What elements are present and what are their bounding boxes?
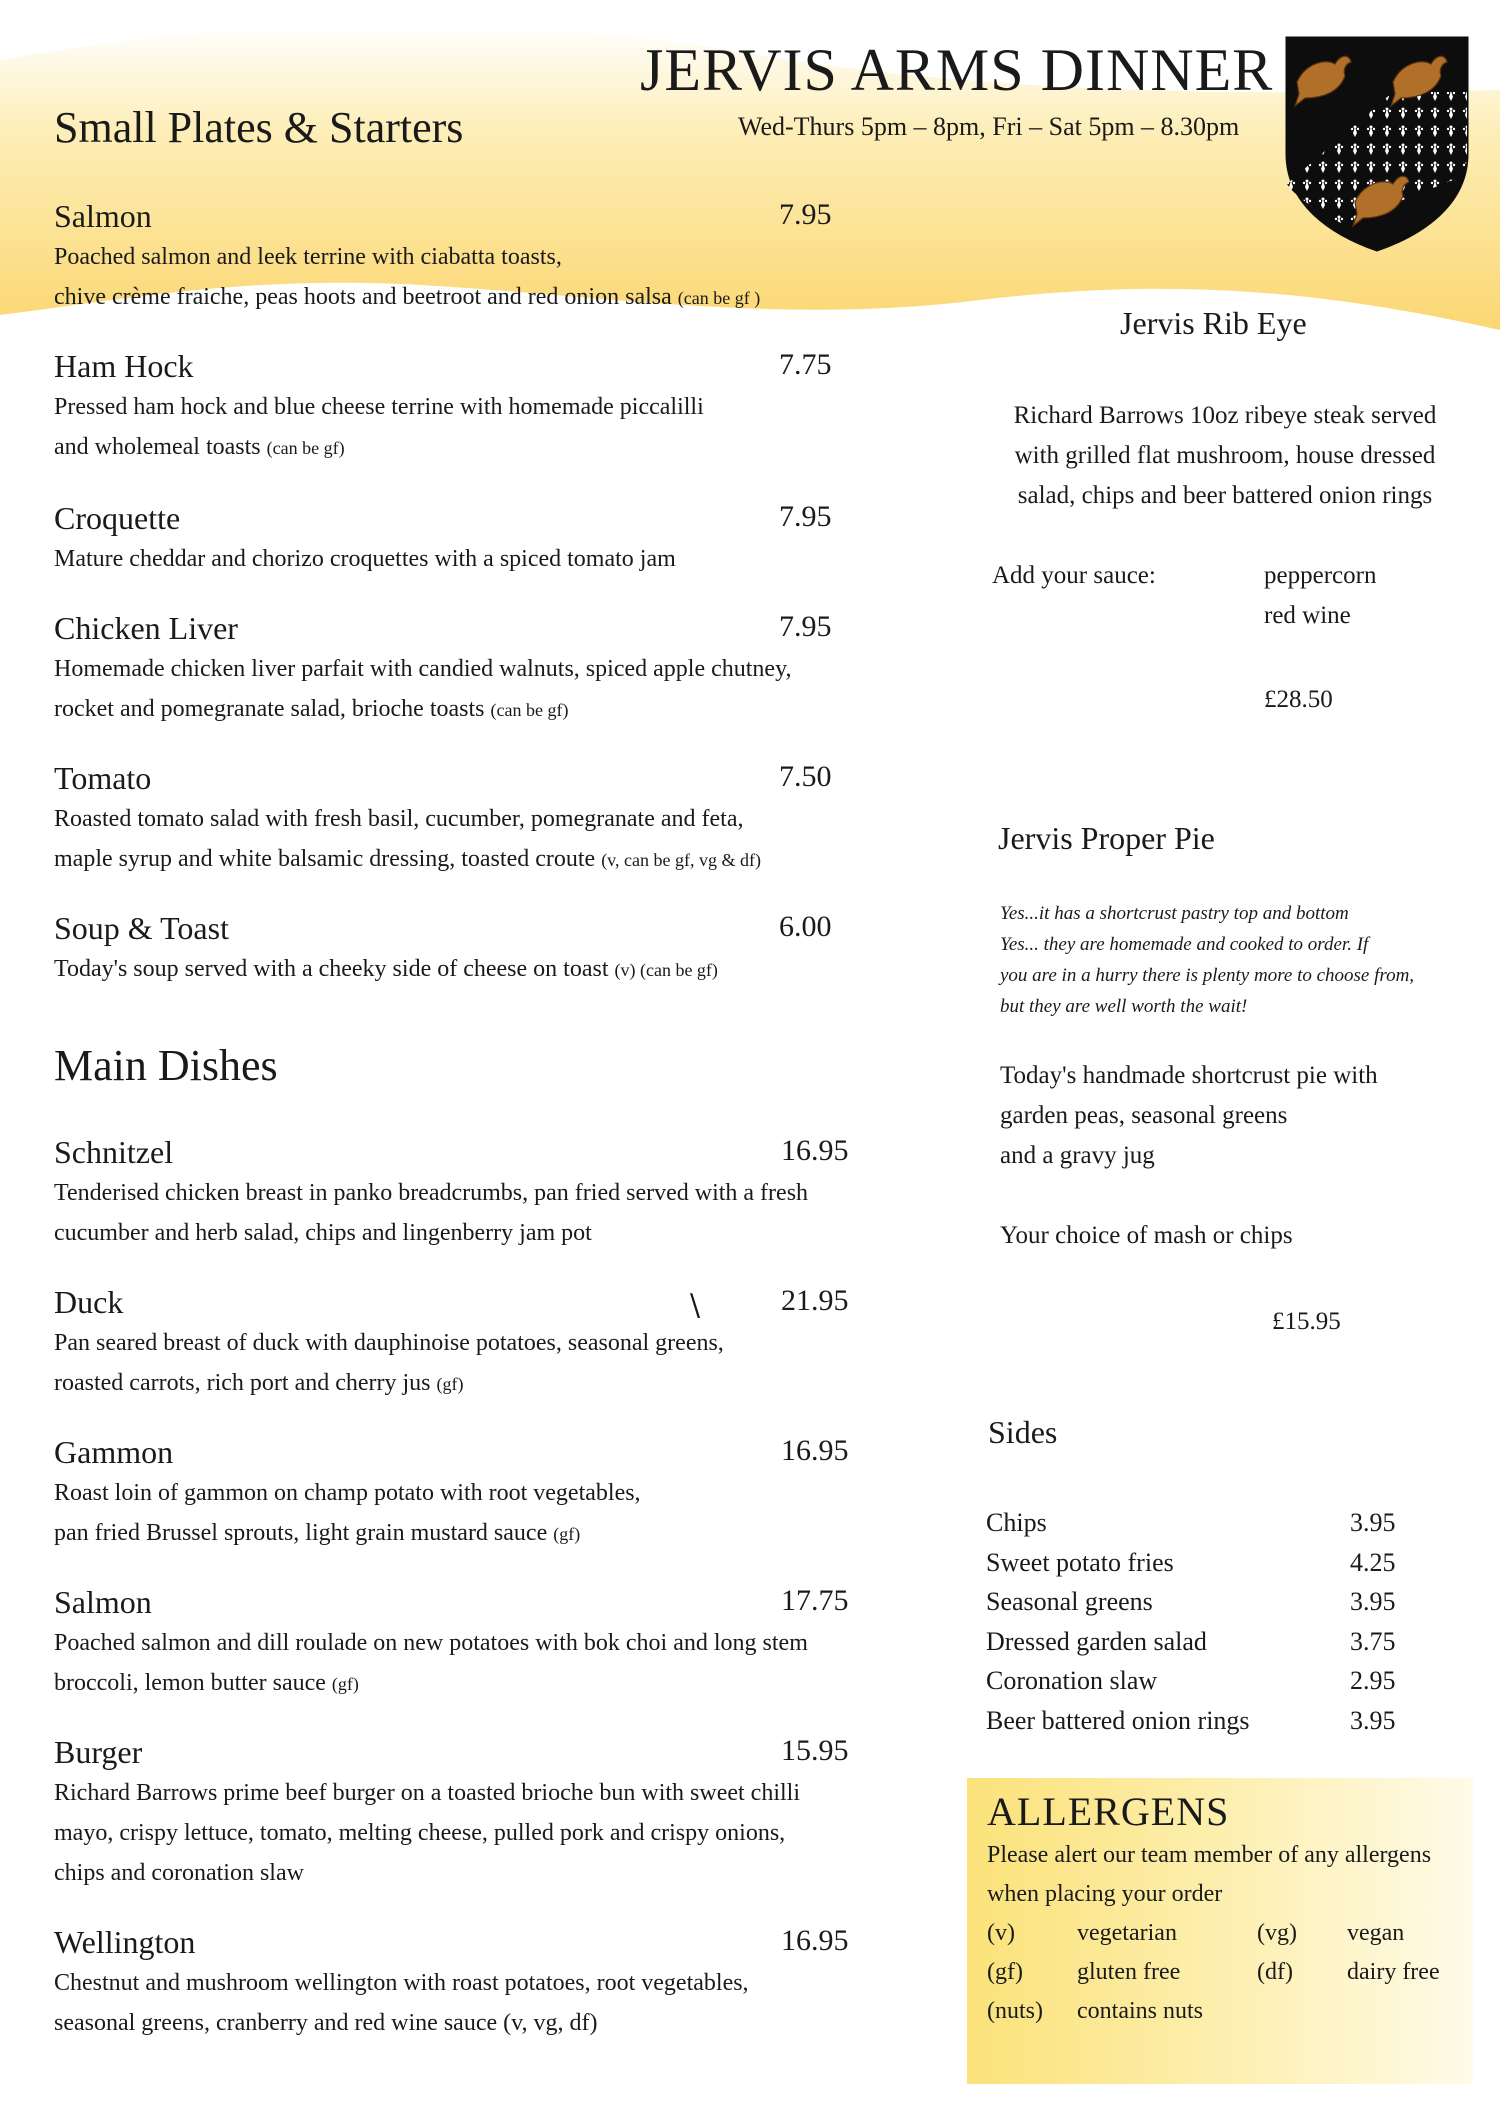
sauce-label: Add your sauce: [992, 562, 1156, 589]
side-name: Sweet potato fries [986, 1547, 1174, 1577]
dish-desc-text: broccoli, lemon butter sauce [54, 1670, 326, 1696]
side-item [986, 1626, 1396, 1657]
dish-description [54, 949, 894, 990]
menu-item [54, 348, 894, 468]
dish-desc-line [54, 1963, 894, 2003]
dish-desc-text: roasted carrots, rich port and cherry jus [54, 1370, 431, 1396]
menu-item [54, 760, 894, 880]
dish-desc-text: Roasted tomato salad with fresh basil, cucumber, pomegranate and feta, [54, 806, 744, 832]
dish-desc-line [54, 1853, 894, 1893]
pie-desc-line: Today's handmade shortcrust pie with [1000, 1062, 1378, 1089]
dish-desc-line [54, 1623, 894, 1663]
menu-item [54, 1734, 894, 1893]
dish-desc-text: and wholemeal toasts [54, 434, 261, 460]
dish-desc-text: Tenderised chicken breast in panko breadcrumbs, pan fried served with a fresh [54, 1180, 809, 1206]
dietary-note: (can be gf) [266, 438, 345, 458]
dietary-note: (can be gf) [490, 700, 569, 720]
menu-item [54, 910, 894, 990]
sauce-option: red wine [1264, 602, 1351, 629]
dish-description [54, 1963, 894, 2043]
dish-desc-line [54, 1213, 894, 1253]
dish-desc-text: pan fried Brussel sprouts, light grain mustard sauce [54, 1520, 548, 1546]
allergen-label: vegetarian [1077, 1920, 1177, 1946]
dish-desc-line [54, 427, 894, 468]
dish-price: 7.95 [779, 198, 832, 231]
allergen-label: vegan [1347, 1920, 1405, 1946]
dish-description [54, 237, 894, 318]
side-name: Seasonal greens [986, 1587, 1153, 1616]
dietary-note: (v, can be gf, vg & df) [601, 850, 761, 870]
dish-desc-line [54, 237, 894, 277]
dietary-note: (gf) [553, 1524, 581, 1544]
dish-desc-line [54, 839, 894, 880]
dish-desc-line [54, 387, 894, 427]
allergen-label: dairy free [1347, 1959, 1440, 1985]
dish-desc-text: Homemade chicken liver parfait with candied walnuts, spiced apple chutney, [54, 656, 792, 682]
dish-description [54, 387, 894, 468]
dish-description [54, 649, 894, 730]
ribeye-desc-line: with grilled flat mushroom, house dressed [1014, 442, 1436, 469]
dish-desc-text: cucumber and herb salad, chips and lingenberry jam pot [54, 1220, 592, 1246]
allergens-title: ALLERGENS [987, 1789, 1230, 1834]
dish-name: Soup & Toast [54, 910, 229, 946]
allergen-code: (df) [1257, 1959, 1293, 1985]
dish-name: Croquette [54, 500, 181, 536]
dish-desc-line [54, 1323, 894, 1363]
dish-desc-line [54, 277, 894, 318]
allergen-code: (gf) [987, 1959, 1023, 1985]
menu-item [54, 500, 894, 579]
dish-desc-text: maple syrup and white balsamic dressing, toasted croute [54, 846, 596, 872]
menu-item [54, 1134, 894, 1253]
dish-desc-line [54, 799, 894, 839]
side-price: 3.95 [1350, 1508, 1396, 1537]
ribeye-desc-line: salad, chips and beer battered onion rings [1017, 482, 1433, 509]
dish-price: 7.50 [779, 760, 832, 793]
dish-price: 15.95 [781, 1734, 849, 1767]
dish-name: Tomato [54, 760, 152, 796]
dietary-note: (can be gf ) [677, 288, 761, 308]
dish-name: Ham Hock [54, 348, 194, 384]
dish-description [54, 799, 894, 880]
side-price: 3.95 [1350, 1705, 1396, 1735]
side-item [986, 1508, 1396, 1538]
allergen-code: (vg) [1257, 1920, 1297, 1946]
side-price: 3.95 [1350, 1587, 1396, 1616]
side-item [986, 1705, 1396, 1736]
dish-name: Chicken Liver [54, 610, 238, 646]
dish-desc-line [54, 949, 894, 990]
starters-heading: Small Plates & Starters [54, 103, 464, 152]
dish-name: Schnitzel [54, 1134, 174, 1170]
duck-slash-mark: \ [690, 1288, 701, 1323]
dish-price: 17.75 [781, 1584, 849, 1617]
dish-price: 7.95 [779, 500, 832, 533]
dish-name: Salmon [54, 1584, 152, 1620]
ribeye-price: £28.50 [1264, 686, 1333, 713]
pie-heading: Jervis Proper Pie [998, 820, 1215, 856]
dish-desc-text: Pan seared breast of duck with dauphinoise potatoes, seasonal greens, [54, 1330, 724, 1356]
dish-price: 16.95 [781, 1434, 849, 1467]
dish-desc-line [54, 1513, 894, 1554]
dish-desc-line [54, 1173, 894, 1213]
pie-note-line: Yes...it has a shortcrust pastry top and bottom [1000, 903, 1349, 924]
menu-title: JERVIS ARMS DINNER [640, 37, 1274, 103]
dish-desc-text: Poached salmon and leek terrine with ciabatta toasts, [54, 244, 562, 270]
pie-note-line: you are in a hurry there is plenty more to choose from, [1000, 965, 1415, 986]
dish-price: 7.75 [779, 348, 832, 381]
dish-description [54, 1323, 894, 1404]
dish-desc-text: rocket and pomegranate salad, brioche toasts [54, 696, 485, 722]
side-price: 4.25 [1350, 1547, 1396, 1577]
side-item [986, 1666, 1396, 1696]
side-price: 3.75 [1350, 1626, 1396, 1656]
side-name: Beer battered onion rings [986, 1705, 1250, 1735]
dish-desc-text: Mature cheddar and chorizo croquettes with a spiced tomato jam [54, 546, 676, 572]
heraldic-shield-icon [1283, 34, 1471, 254]
pie-desc-line: garden peas, seasonal greens [1000, 1102, 1288, 1129]
pie-note-line: but they are well worth the wait! [1000, 996, 1248, 1017]
pie-description [1000, 1056, 1470, 1176]
dish-name: Salmon [54, 198, 152, 234]
pie-price: £15.95 [1272, 1308, 1341, 1335]
mains-heading: Main Dishes [54, 1041, 278, 1090]
allergens-panel [967, 1778, 1473, 2084]
dish-name: Gammon [54, 1434, 174, 1470]
dish-description [54, 1473, 894, 1554]
menu-item [54, 1434, 894, 1554]
dish-name: Duck [54, 1284, 124, 1320]
allergen-label: contains nuts [1077, 1998, 1203, 2024]
side-price: 2.95 [1350, 1666, 1396, 1695]
sides-heading: Sides [988, 1414, 1058, 1450]
dish-desc-line [54, 1813, 894, 1853]
allergen-label: gluten free [1077, 1959, 1181, 1985]
allergen-code: (v) [987, 1920, 1015, 1946]
side-name: Coronation slaw [986, 1666, 1158, 1695]
dish-desc-text: Richard Barrows prime beef burger on a toasted brioche bun with sweet chilli [54, 1780, 801, 1806]
dietary-note: (v) (can be gf) [614, 960, 718, 980]
dish-desc-line [54, 539, 894, 579]
dish-desc-line [54, 1473, 894, 1513]
menu-item [54, 1584, 894, 1704]
side-name: Dressed garden salad [986, 1626, 1207, 1656]
dish-description [54, 539, 894, 579]
dish-desc-text: Poached salmon and dill roulade on new potatoes with bok choi and long stem [54, 1630, 808, 1656]
allergen-code: (nuts) [987, 1998, 1043, 2024]
pie-desc-line: and a gravy jug [1000, 1142, 1155, 1169]
dish-desc-text: chive crème fraiche, peas hoots and beetroot and red onion salsa [54, 284, 672, 310]
dish-desc-line [54, 1663, 894, 1704]
dish-name: Burger [54, 1734, 143, 1770]
pie-choice: Your choice of mash or chips [1000, 1222, 1293, 1249]
side-item [986, 1547, 1396, 1578]
ribeye-heading: Jervis Rib Eye [1120, 305, 1307, 341]
allergens-text: Please alert our team member of any allergens when placing your order [987, 1842, 1432, 1907]
dish-desc-text: chips and coronation slaw [54, 1860, 304, 1886]
menu-item [54, 198, 894, 318]
dish-price: 16.95 [781, 1134, 849, 1167]
dish-desc-text: Pressed ham hock and blue cheese terrine with homemade piccalilli [54, 394, 704, 420]
pie-note-line: Yes... they are homemade and cooked to order. If [1000, 934, 1369, 955]
dish-price: 6.00 [779, 910, 832, 943]
dietary-note: (gf) [436, 1374, 464, 1394]
dish-desc-line [54, 689, 894, 730]
dish-desc-line [54, 1773, 894, 1813]
dish-description [54, 1623, 894, 1704]
sauce-option: peppercorn [1264, 562, 1377, 589]
ribeye-description [990, 396, 1460, 516]
side-item [986, 1587, 1396, 1617]
pie-italic-note [1000, 898, 1480, 1022]
dish-desc-line [54, 2003, 894, 2043]
menu-item [54, 1284, 894, 1404]
dish-desc-line [54, 1363, 894, 1404]
ribeye-desc-line: Richard Barrows 10oz ribeye steak served [1013, 402, 1437, 429]
side-name: Chips [986, 1508, 1047, 1537]
opening-hours: Wed-Thurs 5pm – 8pm, Fri – Sat 5pm – 8.30pm [738, 112, 1240, 141]
dish-name: Wellington [54, 1924, 196, 1960]
dish-desc-text: Chestnut and mushroom wellington with roast potatoes, root vegetables, [54, 1970, 749, 1996]
dish-desc-text: seasonal greens, cranberry and red wine sauce (v, vg, df) [54, 2010, 598, 2036]
dish-price: 16.95 [781, 1924, 849, 1957]
dish-description [54, 1773, 894, 1893]
menu-item [54, 610, 894, 730]
menu-item [54, 1924, 894, 2043]
dish-price: 21.95 [781, 1284, 849, 1317]
dish-desc-text: Today's soup served with a cheeky side of cheese on toast [54, 956, 609, 982]
dish-desc-line [54, 649, 894, 689]
dietary-note: (gf) [331, 1674, 359, 1694]
dish-price: 7.95 [779, 610, 832, 643]
dish-description [54, 1173, 894, 1253]
dish-desc-text: Roast loin of gammon on champ potato with root vegetables, [54, 1480, 641, 1506]
dish-desc-text: mayo, crispy lettuce, tomato, melting cheese, pulled pork and crispy onions, [54, 1820, 786, 1846]
